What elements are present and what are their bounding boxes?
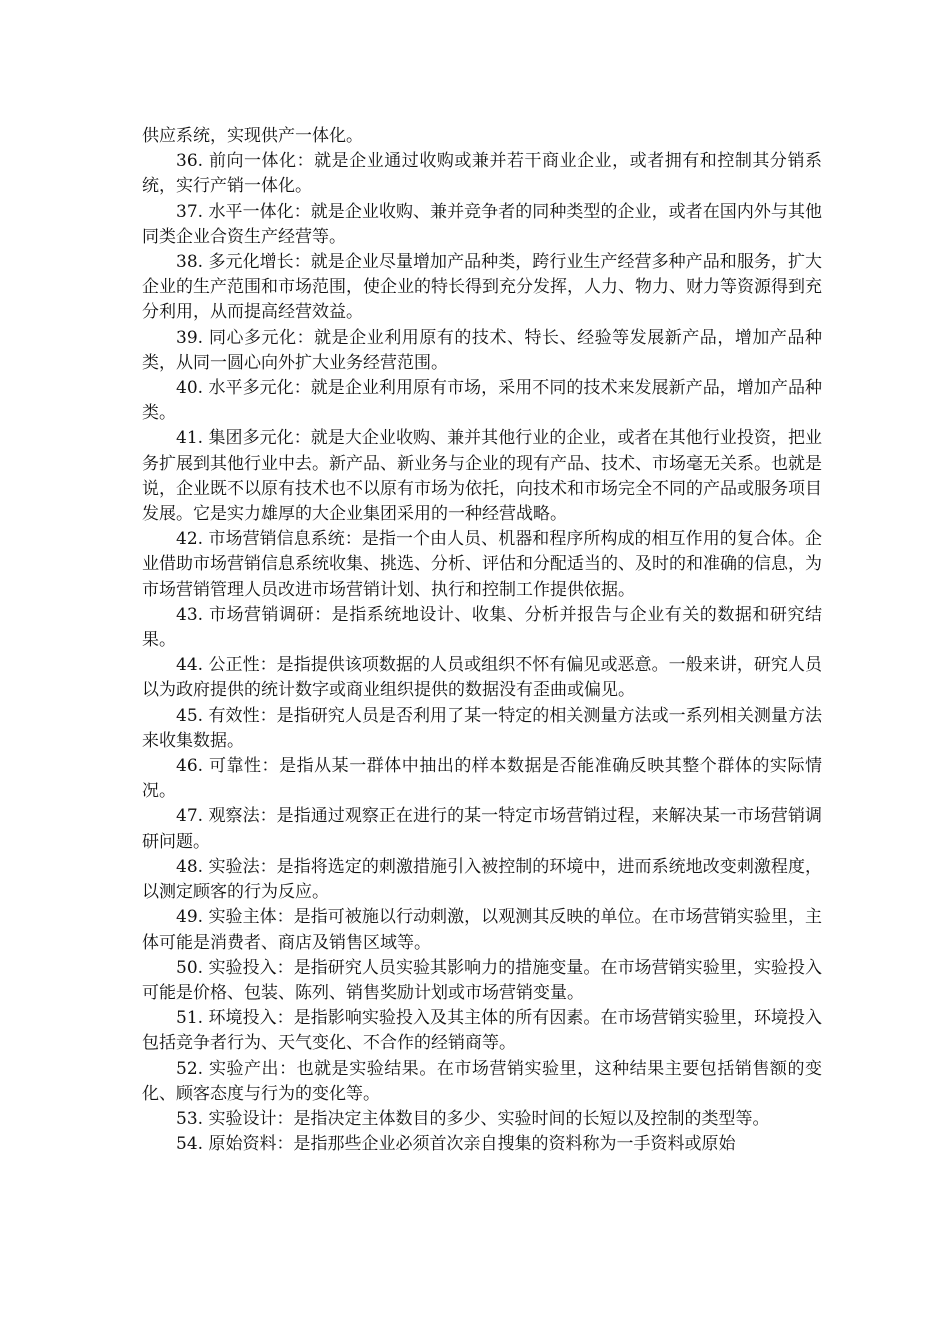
entry-46-reliability: 46. 可靠性：是指从某一群体中抽出的样本数据是否能准确反映其整个群体的实际情况。 xyxy=(142,756,822,802)
entry-40-horizontal-diversification: 40. 水平多元化：就是企业利用原有市场，采用不同的技术来发展新产品，增加产品种类。 xyxy=(142,378,822,424)
entry-44-impartiality: 44. 公正性：是指提供该项数据的人员或组织不怀有偏见或恶意。一般来讲，研究人员以为政府提供的统计数字或商业组织提供的数据没有歪曲或偏见。 xyxy=(142,655,822,701)
entry-37-horizontal-integration: 37. 水平一体化：就是企业收购、兼并竞争者的同种类型的企业，或者在国内外与其他同类企业合资生产经营等。 xyxy=(142,201,822,247)
entry-53-experiment-design: 53. 实验设计：是指决定主体数目的多少、实验时间的长短以及控制的类型等。 xyxy=(176,1108,770,1129)
document-body xyxy=(142,124,822,1157)
continuation-paragraph: 供应系统，实现供产一体化。 xyxy=(142,126,363,146)
entry-39-concentric-diversification: 39. 同心多元化：就是企业利用原有的技术、特长、经验等发展新产品，增加产品种类，从同一圆心向外扩大业务经营范围。 xyxy=(142,327,822,373)
entry-49-experiment-subject: 49. 实验主体：是指可被施以行动刺激，以观测其反映的单位。在市场营销实验里，主体可能是消费者、商店及销售区域等。 xyxy=(142,907,822,953)
entry-45-validity: 45. 有效性：是指研究人员是否利用了某一特定的相关测量方法或一系列相关测量方法来收集数据。 xyxy=(142,705,822,751)
entry-48-experiment-method: 48. 实验法：是指将选定的刺激措施引入被控制的环境中，进而系统地改变刺激程度，以测定顾客的行为反应。 xyxy=(142,856,822,903)
entry-54-primary-data: 54. 原始资料：是指那些企业必须首次亲自搜集的资料称为一手资料或原始 xyxy=(176,1134,736,1155)
entry-52-experiment-output: 52. 实验产出：也就是实验结果。在市场营销实验里，这种结果主要包括销售额的变化、顾客态度与行为的变化等。 xyxy=(142,1058,822,1104)
entry-36-forward-integration: 36. 前向一体化：就是企业通过收购或兼并若干商业企业，或者拥有和控制其分销系统，实行产销一体化。 xyxy=(142,151,822,197)
entry-47-observation-method: 47. 观察法：是指通过观察正在进行的某一特定市场营销过程，来解决某一市场营销调研问题。 xyxy=(142,806,822,852)
entry-43-marketing-research: 43. 市场营销调研：是指系统地设计、收集、分析并报告与企业有关的数据和研究结果。 xyxy=(142,604,822,651)
entry-38-diversification-growth: 38. 多元化增长：就是企业尽量增加产品种类，跨行业生产经营多种产品和服务，扩大企业的生产范围和市场范围，使企业的特长得到充分发挥，人力、物力、财力等资源得到充分利用，从而提高经营效益。 xyxy=(142,252,822,323)
entry-51-environment-input: 51. 环境投入：是指影响实验投入及其主体的所有因素。在市场营销实验里，环境投入包括竞争者行为、天气变化、不合作的经销商等。 xyxy=(142,1008,822,1054)
entry-42-marketing-information-system: 42. 市场营销信息系统：是指一个由人员、机器和程序所构成的相互作用的复合体。企业借助市场营销信息系统收集、挑选、分析、评估和分配适当的、及时的和准确的信息，为市场营销管理人员改进市场营销计划、执行和控制工作提供依据。 xyxy=(142,529,822,600)
entry-41-conglomerate-diversification: 41. 集团多元化：就是大企业收购、兼并其他行业的企业，或者在其他行业投资，把业务扩展到其他行业中去。新产品、新业务与企业的现有产品、技术、市场毫无关系。也就是说，企业既不以原有技术也不以原有市场为依托，向技术和市场完全不同的产品或服务项目发展。它是实力雄厚的大企业集团采用的一种经营战略。 xyxy=(142,428,822,525)
entry-50-experiment-input: 50. 实验投入：是指研究人员实验其影响力的措施变量。在市场营销实验里，实验投入可能是价格、包装、陈列、销售奖励计划或市场营销变量。 xyxy=(142,957,822,1003)
